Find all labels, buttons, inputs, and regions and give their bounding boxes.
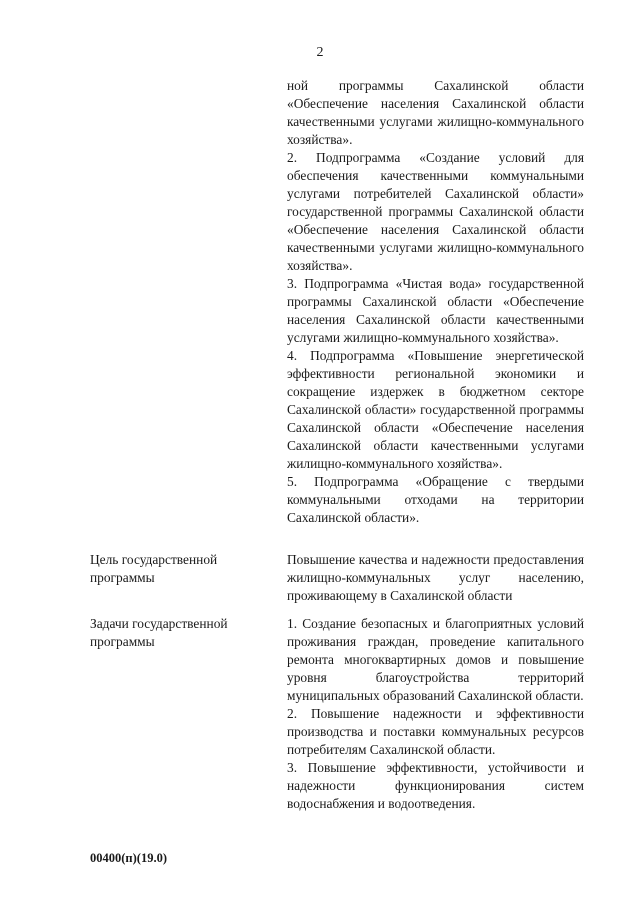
- subprogram-item: 2. Подпрограмма «Создание условий для обеспечения качественными коммунальными услугами потребителей Сахалинской области» государственной программы Сахалинской области «Обеспечение населения Сахалинской области качественными услугами жилищно-коммунального хозяйства».: [287, 150, 584, 273]
- task-item: 1. Создание безопасных и благоприятных условий проживания граждан, проведение капитального ремонта многоквартирных домов и повышение уровня благоустройства территорий муниципальных образований Сахалинской области.: [287, 616, 584, 703]
- task-item: 2. Повышение надежности и эффективности производства и поставки коммунальных ресурсов потребителям Сахалинской области.: [287, 706, 584, 757]
- subprogram-item: 5. Подпрограмма «Обращение с твердыми коммунальными отходами на территории Сахалинской области».: [287, 474, 584, 525]
- task-item: 3. Повышение эффективности, устойчивости и надежности функционирования систем водоснабжения и водоотведения.: [287, 760, 584, 811]
- goal-label-text: Цель государственной программы: [90, 552, 218, 585]
- tasks-label: [90, 615, 280, 651]
- subprogram-item: 4. Подпрограмма «Повышение энергетической эффективности региональной экономики и сокращение издержек в бюджетном секторе Сахалинской области» государственной программы Сахалинской области «Обеспечение населения Сахалинской области качественными услугами жилищно-коммунального хозяйства».: [287, 348, 584, 471]
- page-number: 2: [316, 45, 324, 60]
- goal-text: Повышение качества и надежности предоставления жилищно-коммунальных услуг населению, проживающему в Сахалинской области: [287, 552, 584, 603]
- tasks-label-text: Задачи государственной программы: [90, 616, 228, 649]
- goal-label: [90, 551, 280, 587]
- subprogram-item: 3. Подпрограмма «Чистая вода» государственной программы Сахалинской области «Обеспечение населения Сахалинской области качественными услугами жилищно-коммунального хозяйства».: [287, 276, 584, 345]
- subprogram-item: ной программы Сахалинской области «Обеспечение населения Сахалинской области качественными услугами жилищно-коммунального хозяйства».: [287, 78, 584, 147]
- document-code: 00400(п)(19.0): [90, 851, 167, 865]
- subprograms-list: [287, 77, 584, 527]
- goal-value: [287, 551, 584, 605]
- tasks-list: [287, 615, 584, 813]
